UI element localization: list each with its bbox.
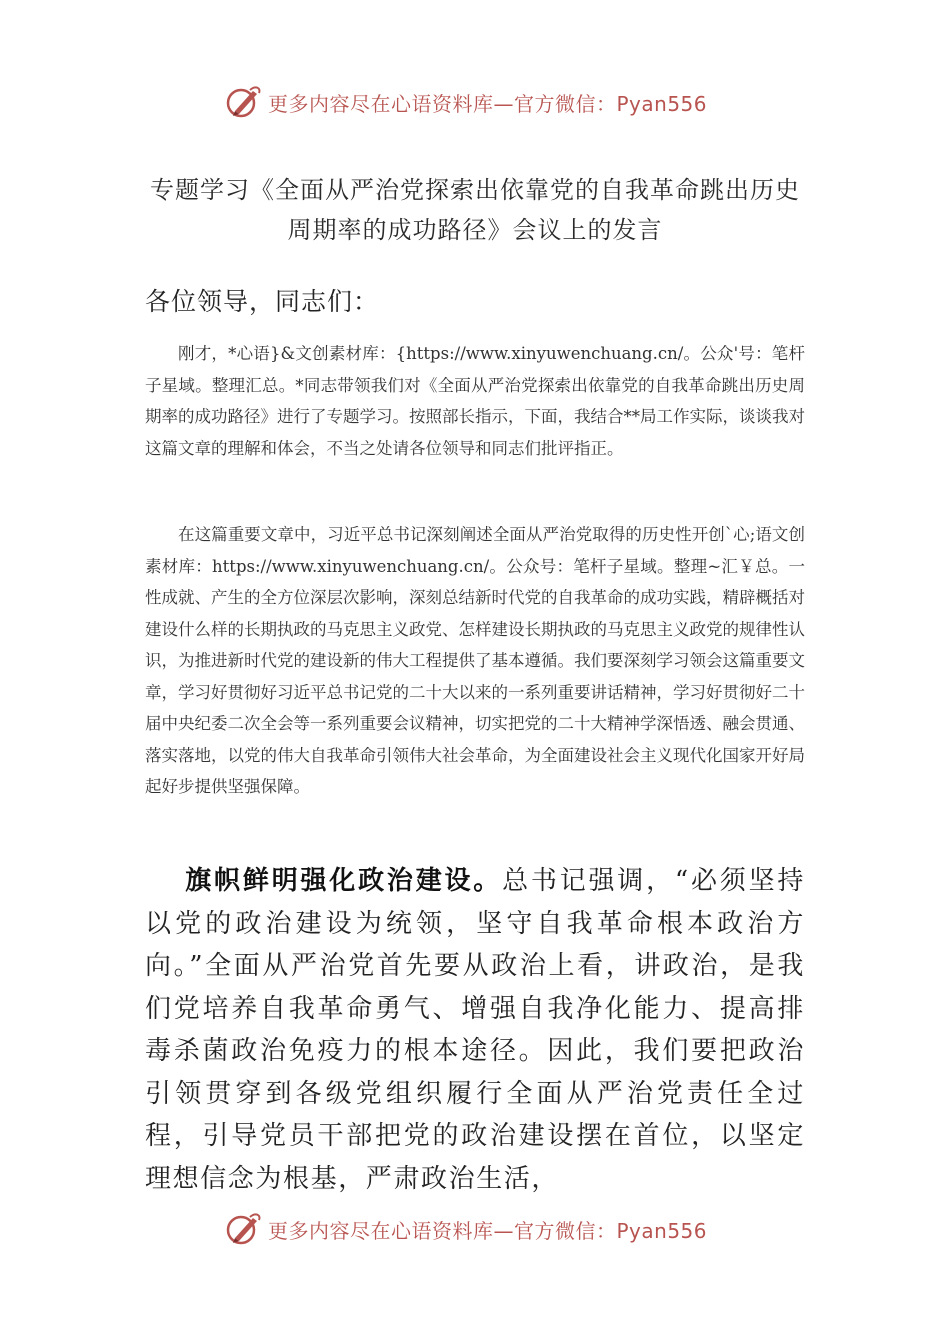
section-heading: 旗帜鲜明强化政治建设。: [185, 866, 503, 896]
watermark-banner-top: [226, 82, 746, 122]
document-title: 专题学习《全面从严治党探索出依靠党的自我革命跳出历史周期率的成功路径》会议上的发言: [150, 176, 800, 244]
watermark-text-top: 更多内容尽在心语资料库—官方微信：Pyan556: [268, 91, 708, 116]
paragraph-context: 在这篇重要文章中，习近平总书记深刻阐述全面从严治党取得的历史性开创`心;语文创素材库：https://www.xinyuwenchuang.cn/。公众号：笔杆子星域。整理~汇￥总。一性成就、产生的全方位深层次影响，深刻总结新时代党的自我革命的成功实践，精辟概括对建设什么样的长期执政的马克思主义政党、怎样建设长期执政的马克思主义政党的规律性认识，为推进新时代党的建设新的伟大工程提供了基本遵循。我们要深刻学习领会这篇重要文章，学习好贯彻好习近平总书记党的二十大以来的一系列重要讲话精神，学习好贯彻好二十届中央纪委二次全会等一系列重要会议精神，切实把党的二十大精神学深悟透、融会贯通、落实落地，以党的伟大自我革命引领伟大社会革命，为全面建设社会主义现代化国家开好局起好步提供坚强保障。: [145, 525, 805, 796]
pen-logo-icon: [226, 1211, 262, 1247]
pen-logo-icon: [226, 84, 262, 120]
watermark-text-bottom: 更多内容尽在心语资料库—官方微信：Pyan556: [268, 1218, 708, 1243]
section-body: 总书记强调，“必须坚持以党的政治建设为统领，坚守自我革命根本政治方向。”全面从严治党首先要从政治上看，讲政治，是我们党培养自我革命勇气、增强自我净化能力、提高排毒杀菌政治免疫力的根本途径。因此，我们要把政治引领贯穿到各级党组织履行全面从严治党责任全过程，引导党员干部把党的政治建设摆在首位，以坚定理想信念为根基，严肃政治生活，: [145, 866, 805, 1194]
section-political-construction: [145, 860, 805, 1200]
paragraph-intro: 刚才，*心语}&文创素材库：{https://www.xinyuwenchuang.cn/。公众'号：笔杆子星域。整理汇总。*同志带领我们对《全面从严治党探索出依靠党的自我革命跳出历史周期率的成功路径》进行了专题学习。按照部长指示，下面，我结合**局工作实际，谈谈我对这篇文章的理解和体会，不当之处请各位领导和同志们批评指正。: [145, 344, 805, 458]
watermark-banner-bottom: [226, 1209, 746, 1249]
salutation: 各位领导，同志们：: [145, 287, 380, 316]
